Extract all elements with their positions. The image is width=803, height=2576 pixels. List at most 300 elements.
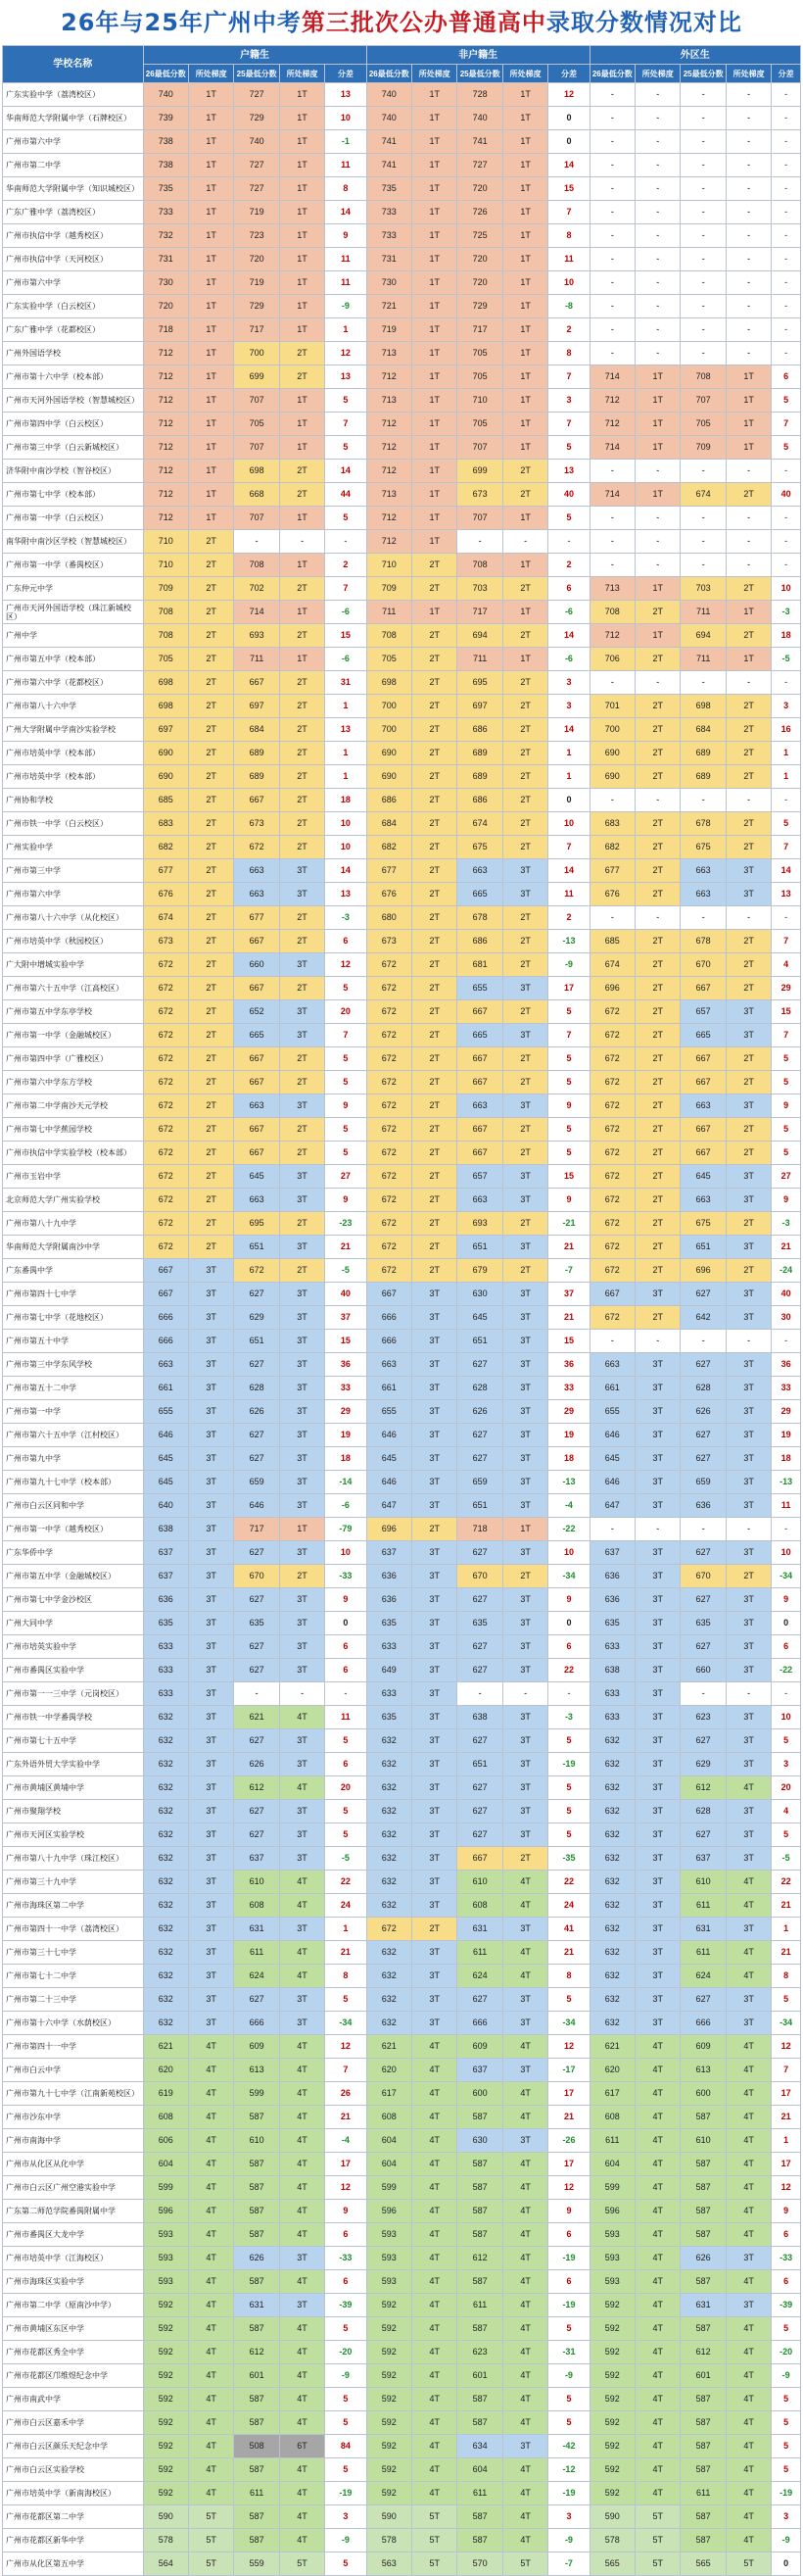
score-25-nonlocal: 631 xyxy=(457,1918,502,1941)
score-26-nonlocal: 646 xyxy=(366,1424,411,1447)
tier-25-nonlocal: 3T xyxy=(502,1776,547,1800)
tier-25-local: 1T xyxy=(279,436,324,460)
score-diff-nonlocal: 15 xyxy=(548,1330,590,1353)
score-26-outside: 632 xyxy=(590,1941,635,1965)
score-25-nonlocal: 695 xyxy=(457,671,502,695)
score-25-nonlocal: 587 xyxy=(457,2200,502,2223)
tier-26-local: 5T xyxy=(188,2505,233,2529)
tier-25-local: 1T xyxy=(279,224,324,248)
score-26-nonlocal: 649 xyxy=(366,1659,411,1682)
score-26-local: 645 xyxy=(143,1471,188,1494)
tier-25-local: 1T xyxy=(279,318,324,342)
score-25-outside: 665 xyxy=(681,1024,726,1047)
tier-26-outside: - xyxy=(636,83,681,107)
school-name: 广州市第八十六中学 xyxy=(3,695,144,718)
score-25-nonlocal: 657 xyxy=(457,1165,502,1189)
score-diff-nonlocal: -4 xyxy=(548,1494,590,1518)
tier-25-local: 1T xyxy=(279,83,324,107)
score-diff-outside: 12 xyxy=(772,2035,801,2059)
tier-26-nonlocal: 1T xyxy=(412,483,457,507)
table-row xyxy=(3,577,801,601)
score-25-nonlocal: 670 xyxy=(457,1565,502,1588)
tier-26-outside: 2T xyxy=(636,836,681,859)
tier-26-nonlocal: 1T xyxy=(412,201,457,224)
tier-26-outside: 4T xyxy=(636,2059,681,2082)
score-25-nonlocal: 634 xyxy=(457,2435,502,2458)
score-25-outside: 610 xyxy=(681,1871,726,1894)
score-diff-nonlocal: -9 xyxy=(548,2364,590,2388)
tier-26-local: 2T xyxy=(188,836,233,859)
tier-26-outside: - xyxy=(636,460,681,483)
score-26-outside: 685 xyxy=(590,930,635,953)
score-26-nonlocal: 636 xyxy=(366,1565,411,1588)
score-diff-local: 5 xyxy=(325,1729,366,1753)
tier-25-nonlocal: 4T xyxy=(502,2388,547,2411)
score-diff-outside: 3 xyxy=(772,1753,801,1776)
tier-25-local: 2T xyxy=(279,836,324,859)
score-26-nonlocal: 632 xyxy=(366,2012,411,2035)
score-25-nonlocal: 627 xyxy=(457,1588,502,1612)
tier-26-local: 2T xyxy=(188,1118,233,1142)
tier-26-local: 2T xyxy=(188,1165,233,1189)
score-26-local: 632 xyxy=(143,1706,188,1729)
score-diff-nonlocal: 21 xyxy=(548,1941,590,1965)
tier-26-local: 2T xyxy=(188,1024,233,1047)
score-diff-local: 15 xyxy=(325,1330,366,1353)
score-diff-nonlocal: 0 xyxy=(548,130,590,154)
score-diff-nonlocal: 9 xyxy=(548,2200,590,2223)
tier-26-local: 2T xyxy=(188,671,233,695)
score-25-local: 708 xyxy=(234,554,279,577)
tier-25-local: 2T xyxy=(279,1071,324,1094)
score-25-outside: - xyxy=(681,789,726,812)
score-25-outside: 628 xyxy=(681,1377,726,1400)
school-name: 广州市第九中学 xyxy=(3,1447,144,1471)
tier-26-local: 2T xyxy=(188,1071,233,1094)
tier-25-nonlocal: 3T xyxy=(502,1165,547,1189)
score-25-local: 719 xyxy=(234,201,279,224)
tier-25-nonlocal: 1T xyxy=(502,177,547,201)
score-diff-nonlocal: 33 xyxy=(548,1377,590,1400)
tier-26-nonlocal: 3T xyxy=(412,1377,457,1400)
tier-26-outside: 3T xyxy=(636,2012,681,2035)
score-25-nonlocal: 705 xyxy=(457,342,502,365)
tier-25-local: 2T xyxy=(279,342,324,365)
tier-26-outside: 4T xyxy=(636,2153,681,2176)
tier-26-outside: 1T xyxy=(636,436,681,460)
score-diff-nonlocal: 11 xyxy=(548,248,590,271)
school-name: 广州市花都区第二中学 xyxy=(3,2505,144,2529)
tier-25-local: 3T xyxy=(279,1024,324,1047)
score-diff-outside: 5 xyxy=(772,389,801,413)
score-26-local: 712 xyxy=(143,365,188,389)
score-26-outside: 592 xyxy=(590,2364,635,2388)
title-part-2: 第三批次公办普通高中 xyxy=(301,9,546,36)
tier-26-outside: 1T xyxy=(636,624,681,648)
school-name: 广州外国语学校 xyxy=(3,342,144,365)
score-26-outside: 592 xyxy=(590,2341,635,2364)
score-26-nonlocal: 632 xyxy=(366,1894,411,1918)
tier-25-nonlocal: 1T xyxy=(502,201,547,224)
table-row xyxy=(3,883,801,906)
score-diff-nonlocal: -22 xyxy=(548,1518,590,1541)
school-name: 广州市第四中学（白云校区） xyxy=(3,413,144,436)
score-diff-nonlocal: 7 xyxy=(548,365,590,389)
score-26-nonlocal: 633 xyxy=(366,1635,411,1659)
score-26-outside: 672 xyxy=(590,1236,635,1259)
score-26-outside: 596 xyxy=(590,2200,635,2223)
tier-26-outside: 2T xyxy=(636,859,681,883)
score-25-outside: 674 xyxy=(681,483,726,507)
tier-26-nonlocal: 4T xyxy=(412,2341,457,2364)
school-name: 广东外语外贸大学实验中学 xyxy=(3,1753,144,1776)
sub-header-25-score: 25最低分数 xyxy=(681,65,726,83)
score-26-outside: - xyxy=(590,789,635,812)
tier-26-nonlocal: 3T xyxy=(412,1447,457,1471)
score-26-outside: 690 xyxy=(590,765,635,789)
tier-26-local: 3T xyxy=(188,1377,233,1400)
score-diff-nonlocal: 1 xyxy=(548,765,590,789)
score-25-nonlocal: 693 xyxy=(457,1212,502,1236)
tier-25-nonlocal: 4T xyxy=(502,2200,547,2223)
score-26-local: 632 xyxy=(143,1988,188,2012)
score-26-outside: - xyxy=(590,671,635,695)
tier-26-outside: 3T xyxy=(636,1941,681,1965)
tier-26-local: 5T xyxy=(188,2529,233,2552)
score-26-outside: 633 xyxy=(590,1682,635,1706)
score-25-nonlocal: 705 xyxy=(457,413,502,436)
tier-25-outside: 4T xyxy=(726,1776,771,1800)
tier-26-outside: - xyxy=(636,201,681,224)
tier-25-outside: 3T xyxy=(726,1988,771,2012)
score-25-nonlocal: 697 xyxy=(457,695,502,718)
score-diff-nonlocal: -17 xyxy=(548,2059,590,2082)
tier-25-outside: - xyxy=(726,107,771,130)
score-26-nonlocal: 593 xyxy=(366,2223,411,2247)
tier-25-nonlocal: 3T xyxy=(502,1659,547,1682)
tier-25-outside: 4T xyxy=(726,2482,771,2505)
table-row xyxy=(3,554,801,577)
score-diff-outside: 5 xyxy=(772,1047,801,1071)
score-26-local: 698 xyxy=(143,695,188,718)
score-diff-nonlocal: 0 xyxy=(548,1612,590,1635)
score-diff-nonlocal: 5 xyxy=(548,1000,590,1024)
sub-header-diff: 分差 xyxy=(772,65,801,83)
score-25-local: 720 xyxy=(234,248,279,271)
tier-26-nonlocal: 4T xyxy=(412,2247,457,2270)
tier-26-outside: 4T xyxy=(636,2035,681,2059)
score-26-nonlocal: 617 xyxy=(366,2082,411,2106)
score-25-local: 727 xyxy=(234,177,279,201)
score-diff-nonlocal: -9 xyxy=(548,2529,590,2552)
tier-26-local: 3T xyxy=(188,1894,233,1918)
tier-25-local: 3T xyxy=(279,1000,324,1024)
table-row xyxy=(3,2411,801,2435)
score-diff-local: 5 xyxy=(325,1800,366,1823)
score-26-nonlocal: 672 xyxy=(366,1165,411,1189)
score-26-local: 667 xyxy=(143,1259,188,1283)
score-26-local: 682 xyxy=(143,836,188,859)
tier-26-outside: 4T xyxy=(636,2082,681,2106)
score-26-local: 606 xyxy=(143,2129,188,2153)
tier-26-outside: 2T xyxy=(636,765,681,789)
score-diff-local: 17 xyxy=(325,2153,366,2176)
school-name: 广州协和学校 xyxy=(3,789,144,812)
tier-25-local: 3T xyxy=(279,1729,324,1753)
title-part-3: 录取分数情况对比 xyxy=(545,9,742,36)
score-26-nonlocal: 646 xyxy=(366,1471,411,1494)
tier-25-outside: 1T xyxy=(726,436,771,460)
tier-26-outside: 1T xyxy=(636,413,681,436)
tier-25-local: 4T xyxy=(279,1941,324,1965)
score-25-outside: 667 xyxy=(681,1118,726,1142)
tier-26-nonlocal: 3T xyxy=(412,2012,457,2035)
tier-26-outside: 2T xyxy=(636,1165,681,1189)
score-26-local: 632 xyxy=(143,1729,188,1753)
tier-26-outside: 3T xyxy=(636,1706,681,1729)
score-diff-local: 21 xyxy=(325,1236,366,1259)
tier-25-nonlocal: 3T xyxy=(502,859,547,883)
tier-26-outside: 2T xyxy=(636,977,681,1000)
score-25-nonlocal: 727 xyxy=(457,154,502,177)
tier-26-local: 3T xyxy=(188,1541,233,1565)
score-26-nonlocal: 713 xyxy=(366,389,411,413)
score-25-outside: - xyxy=(681,530,726,554)
score-25-nonlocal: 587 xyxy=(457,2388,502,2411)
tier-26-nonlocal: 1T xyxy=(412,248,457,271)
tier-25-nonlocal: 4T xyxy=(502,2082,547,2106)
table-row xyxy=(3,1823,801,1847)
tier-26-outside: 4T xyxy=(636,2129,681,2153)
score-26-outside: 713 xyxy=(590,577,635,601)
score-diff-nonlocal: 21 xyxy=(548,1306,590,1330)
tier-26-local: 2T xyxy=(188,953,233,977)
group-header-outside-district: 外区生 xyxy=(590,46,800,65)
score-26-local: 672 xyxy=(143,1071,188,1094)
score-26-outside: - xyxy=(590,554,635,577)
tier-25-outside: - xyxy=(726,530,771,554)
tier-26-nonlocal: 5T xyxy=(412,2529,457,2552)
tier-25-local: 4T xyxy=(279,2317,324,2341)
tier-26-local: 3T xyxy=(188,1494,233,1518)
score-26-nonlocal: 698 xyxy=(366,671,411,695)
score-25-nonlocal: 674 xyxy=(457,812,502,836)
tier-25-nonlocal: 3T xyxy=(502,1988,547,2012)
tier-25-local: 2T xyxy=(279,577,324,601)
score-25-outside: 612 xyxy=(681,1776,726,1800)
score-26-outside: 592 xyxy=(590,2435,635,2458)
score-diff-outside: 1 xyxy=(772,2129,801,2153)
tier-26-outside: 2T xyxy=(636,1094,681,1118)
score-26-outside: 645 xyxy=(590,1447,635,1471)
tier-26-local: 3T xyxy=(188,1353,233,1377)
score-26-nonlocal: 712 xyxy=(366,436,411,460)
score-25-nonlocal: 611 xyxy=(457,2482,502,2505)
score-diff-nonlocal: 15 xyxy=(548,177,590,201)
score-25-local: 587 xyxy=(234,2270,279,2294)
score-25-outside: 663 xyxy=(681,859,726,883)
score-26-local: 592 xyxy=(143,2435,188,2458)
tier-26-outside: 5T xyxy=(636,2505,681,2529)
tier-25-nonlocal: 1T xyxy=(502,295,547,318)
score-diff-local: 7 xyxy=(325,577,366,601)
table-row xyxy=(3,130,801,154)
tier-26-local: 2T xyxy=(188,624,233,648)
tier-26-outside: 2T xyxy=(636,1306,681,1330)
score-26-nonlocal: 632 xyxy=(366,1776,411,1800)
table-row xyxy=(3,1659,801,1682)
score-diff-outside: 7 xyxy=(772,2059,801,2082)
score-diff-outside: - xyxy=(772,906,801,930)
sub-header-25-score: 25最低分数 xyxy=(457,65,502,83)
table-row xyxy=(3,2012,801,2035)
table-row xyxy=(3,365,801,389)
tier-25-local: 3T xyxy=(279,1400,324,1424)
score-diff-outside: -3 xyxy=(772,601,801,624)
score-25-nonlocal: 587 xyxy=(457,2270,502,2294)
score-25-outside: 696 xyxy=(681,1259,726,1283)
score-diff-nonlocal: 5 xyxy=(548,507,590,530)
tier-25-outside: 2T xyxy=(726,1071,771,1094)
tier-26-local: 2T xyxy=(188,883,233,906)
tier-25-outside: 3T xyxy=(726,2247,771,2270)
score-25-nonlocal: 608 xyxy=(457,1894,502,1918)
table-row xyxy=(3,1118,801,1142)
score-diff-local: 31 xyxy=(325,671,366,695)
score-diff-outside: 8 xyxy=(772,1965,801,1988)
score-26-nonlocal: 592 xyxy=(366,2411,411,2435)
tier-25-local: 4T xyxy=(279,2153,324,2176)
tier-25-local: 4T xyxy=(279,2388,324,2411)
score-25-outside: 635 xyxy=(681,1612,726,1635)
tier-26-local: 3T xyxy=(188,1776,233,1800)
score-25-outside: 707 xyxy=(681,389,726,413)
tier-26-outside: 2T xyxy=(636,930,681,953)
score-25-outside: - xyxy=(681,83,726,107)
tier-26-nonlocal: 4T xyxy=(412,2200,457,2223)
tier-25-nonlocal: 3T xyxy=(502,1918,547,1941)
score-26-nonlocal: 677 xyxy=(366,859,411,883)
score-diff-outside: -22 xyxy=(772,1659,801,1682)
score-26-outside: 677 xyxy=(590,859,635,883)
school-name: 广州大学附属中学南沙实验学校 xyxy=(3,718,144,742)
score-25-nonlocal: 651 xyxy=(457,1330,502,1353)
tier-26-outside: 2T xyxy=(636,1047,681,1071)
tier-26-outside: 3T xyxy=(636,1612,681,1635)
school-name: 广州市第十六中学（校本部） xyxy=(3,365,144,389)
score-26-outside: 632 xyxy=(590,1871,635,1894)
table-row xyxy=(3,1941,801,1965)
school-name: 广州市白云区嘉禾中学 xyxy=(3,2411,144,2435)
score-26-outside: 593 xyxy=(590,2247,635,2270)
tier-25-nonlocal: 2T xyxy=(502,742,547,765)
score-diff-outside: 10 xyxy=(772,577,801,601)
score-26-local: 672 xyxy=(143,1118,188,1142)
tier-26-local: 3T xyxy=(188,1635,233,1659)
tier-25-nonlocal: 1T xyxy=(502,389,547,413)
table-row xyxy=(3,836,801,859)
score-25-local: 635 xyxy=(234,1612,279,1635)
score-diff-nonlocal: 5 xyxy=(548,2317,590,2341)
score-25-local: 667 xyxy=(234,977,279,1000)
score-diff-local: 7 xyxy=(325,2059,366,2082)
tier-26-local: 1T xyxy=(188,83,233,107)
score-diff-outside: 33 xyxy=(772,1377,801,1400)
score-26-outside: - xyxy=(590,130,635,154)
score-diff-local: 10 xyxy=(325,1541,366,1565)
score-diff-outside: 9 xyxy=(772,1094,801,1118)
score-25-nonlocal: 663 xyxy=(457,859,502,883)
tier-26-nonlocal: 4T xyxy=(412,2153,457,2176)
score-26-local: 592 xyxy=(143,2458,188,2482)
tier-26-outside: 4T xyxy=(636,2270,681,2294)
score-diff-local: 10 xyxy=(325,107,366,130)
tier-25-local: 5T xyxy=(279,2552,324,2576)
score-25-nonlocal: 627 xyxy=(457,1447,502,1471)
score-diff-local: -6 xyxy=(325,648,366,671)
score-diff-outside: 5 xyxy=(772,1823,801,1847)
tier-26-local: 3T xyxy=(188,1706,233,1729)
tier-26-local: 2T xyxy=(188,812,233,836)
tier-25-nonlocal: 2T xyxy=(502,906,547,930)
tier-25-local: 2T xyxy=(279,1118,324,1142)
score-diff-nonlocal: 7 xyxy=(548,1024,590,1047)
score-26-outside: 701 xyxy=(590,695,635,718)
tier-26-local: 4T xyxy=(188,2411,233,2435)
tier-26-nonlocal: 3T xyxy=(412,1823,457,1847)
tier-26-outside: - xyxy=(636,507,681,530)
table-row xyxy=(3,530,801,554)
score-diff-outside: 6 xyxy=(772,365,801,389)
tier-26-local: 4T xyxy=(188,2458,233,2482)
tier-25-outside: - xyxy=(726,318,771,342)
school-name: 广州市海珠区第二中学 xyxy=(3,1894,144,1918)
score-diff-local: 12 xyxy=(325,342,366,365)
table-row xyxy=(3,460,801,483)
score-diff-nonlocal: 5 xyxy=(548,1800,590,1823)
score-26-outside: 608 xyxy=(590,2106,635,2129)
tier-26-local: 1T xyxy=(188,154,233,177)
score-diff-nonlocal: 14 xyxy=(548,154,590,177)
tier-25-outside: - xyxy=(726,342,771,365)
tier-25-outside: 4T xyxy=(726,2223,771,2247)
score-25-local: 628 xyxy=(234,1377,279,1400)
table-row xyxy=(3,2317,801,2341)
score-26-local: 599 xyxy=(143,2176,188,2200)
tier-25-outside: 3T xyxy=(726,1494,771,1518)
score-25-nonlocal: 663 xyxy=(457,1094,502,1118)
table-row xyxy=(3,789,801,812)
table-row xyxy=(3,507,801,530)
tier-25-local: 2T xyxy=(279,1047,324,1071)
score-26-local: 637 xyxy=(143,1541,188,1565)
score-26-outside: 674 xyxy=(590,953,635,977)
tier-26-outside: - xyxy=(636,1330,681,1353)
tier-25-outside: 4T xyxy=(726,2317,771,2341)
score-diff-outside: 5 xyxy=(772,1118,801,1142)
score-diff-outside: 7 xyxy=(772,930,801,953)
score-26-local: 578 xyxy=(143,2529,188,2552)
school-name: 广东实验中学（白云校区） xyxy=(3,295,144,318)
tier-25-outside: 2T xyxy=(726,1142,771,1165)
tier-26-outside: - xyxy=(636,342,681,365)
score-26-local: 632 xyxy=(143,1918,188,1941)
score-26-outside: 700 xyxy=(590,718,635,742)
score-diff-outside: 18 xyxy=(772,624,801,648)
tier-26-local: 2T xyxy=(188,695,233,718)
score-26-nonlocal: 672 xyxy=(366,1142,411,1165)
sub-header-26-score: 26最低分数 xyxy=(366,65,411,83)
